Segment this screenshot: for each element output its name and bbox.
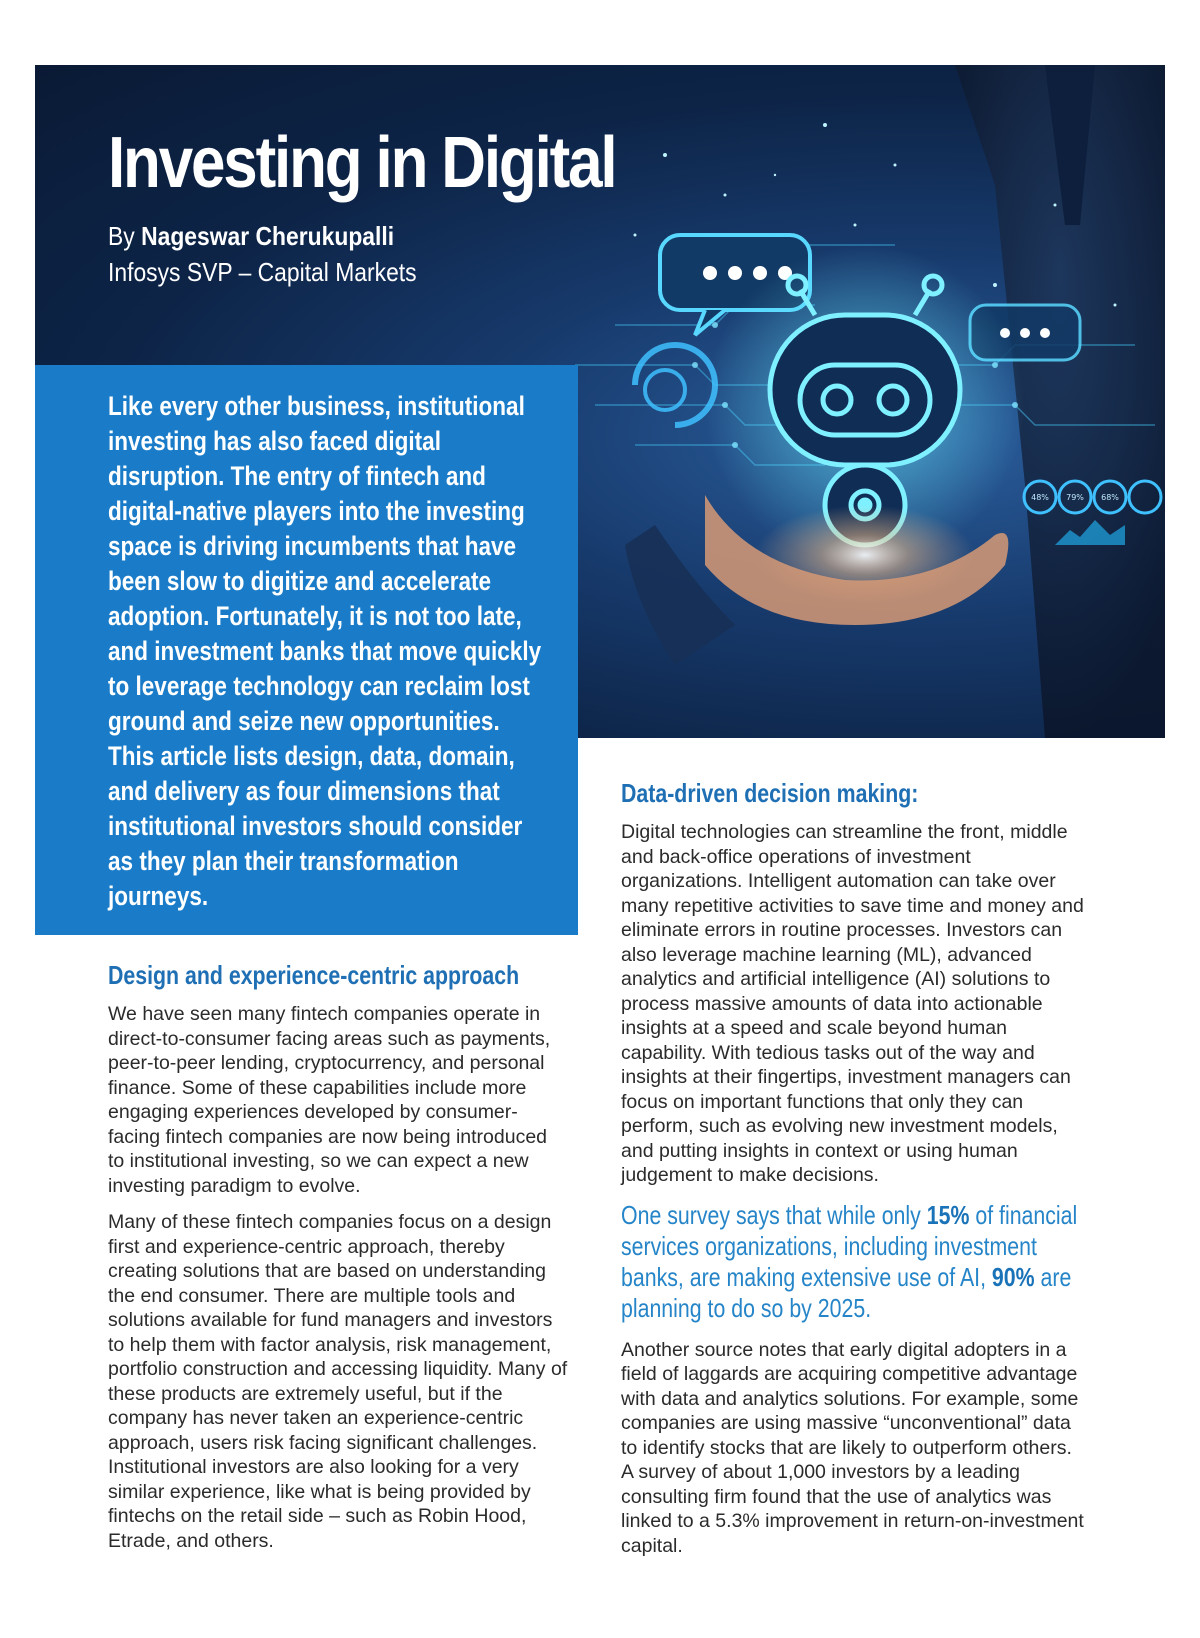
intro-text: Like every other business, institutional investing has also faced digital disruption. The entry of fintech and digital-native players into the investing space is driving incumbents that have been slow to digitize and accelerate adoption. Fortunately, it is not too late, and investment banks that move quickly to leverage technology can reclaim lost ground and seize new opportunities. This article lists design, data, domain, and delivery as four dimensions that institutional investors should consider as they plan their transformation journeys. bbox=[108, 391, 542, 911]
page-title: Investing in Digital bbox=[108, 123, 616, 203]
design-paragraph-2: Many of these fintech companies focus on a design first and experience-centric approach, thereby creating solutions that are based on understanding the end consumer. There are multiple tools and solutions available for fund managers and investors to help them with factor analysis, risk management, portfolio construction and accessing liquidity. Many of these products are extremely useful, but if the company has never taken an experience-centric approach, users risk facing significant challenges. Institutional investors are also looking for a very similar experience, like what is being provided by fintechs on the retail side – such as Robin Hood, Etrade, and others. bbox=[108, 1211, 568, 1552]
pull-quote-part-1: One survey says that while only bbox=[621, 1199, 927, 1230]
hero-illustration bbox=[575, 65, 1165, 738]
pull-quote bbox=[621, 1200, 1080, 1324]
intro-box bbox=[35, 365, 578, 935]
byline-prefix: By bbox=[108, 221, 135, 251]
author-role: Infosys SVP – Capital Markets bbox=[108, 257, 417, 287]
design-heading: Design and experience-centric approach bbox=[108, 960, 520, 990]
data-heading: Data-driven decision making: bbox=[621, 778, 919, 808]
data-paragraph-1: Digital technologies can streamline the front, middle and back-office operations of investment organizations. Intelligent automation can take over many repetitive activities to save time and money and eliminate errors in routine processes. Investors can also leverage machine learning (ML), advanced analytics and artificial intelligence (AI) solutions to process massive amounts of data into actionable insights at a speed and scale beyond human capability. With tedious tasks out of the way and insights at their fingertips, investment managers can focus on important functions that only they can perform, such as evolving new investment models, and putting insights in context or using human judgement to make decisions. bbox=[621, 821, 1084, 1186]
data-paragraph-2: Another source notes that early digital adopters in a field of laggards are acquiring competitive advantage with data and analytics solutions. For example, some companies are using massive “unconventional” data to identify stocks that are likely to outperform others. A survey of about 1,000 investors by a leading consulting firm found that the use of analytics was linked to a 5.3% improvement in return-on-investment capital. bbox=[621, 1338, 1084, 1557]
gauge-label-2: 79% bbox=[1066, 493, 1084, 502]
gauge-label-1: 48% bbox=[1031, 493, 1049, 502]
data-section bbox=[621, 778, 1086, 1570]
pull-quote-stat-2: 90% bbox=[991, 1261, 1035, 1292]
design-section bbox=[108, 960, 568, 1565]
pull-quote-part-2: of financial services organizations, including investment banks, are making extensive use of AI, bbox=[621, 1199, 1078, 1292]
author-name: Nageswar Cherukupalli bbox=[141, 221, 395, 251]
pull-quote-stat-1: 15% bbox=[926, 1199, 970, 1230]
gauge-label-3: 68% bbox=[1101, 493, 1119, 502]
design-paragraph-1: We have seen many fintech companies operate in direct-to-consumer facing areas such as payments, peer-to-peer lending, cryptocurrency, and personal finance. Some of these capabilities include more engaging experiences developed by consumer-facing fintech companies are now being introduced to institutional investing, so we can expect a new investing paradigm to evolve. bbox=[108, 1003, 551, 1197]
byline bbox=[108, 218, 417, 290]
pull-quote-part-3: are planning to do so by 2025. bbox=[621, 1261, 1072, 1323]
